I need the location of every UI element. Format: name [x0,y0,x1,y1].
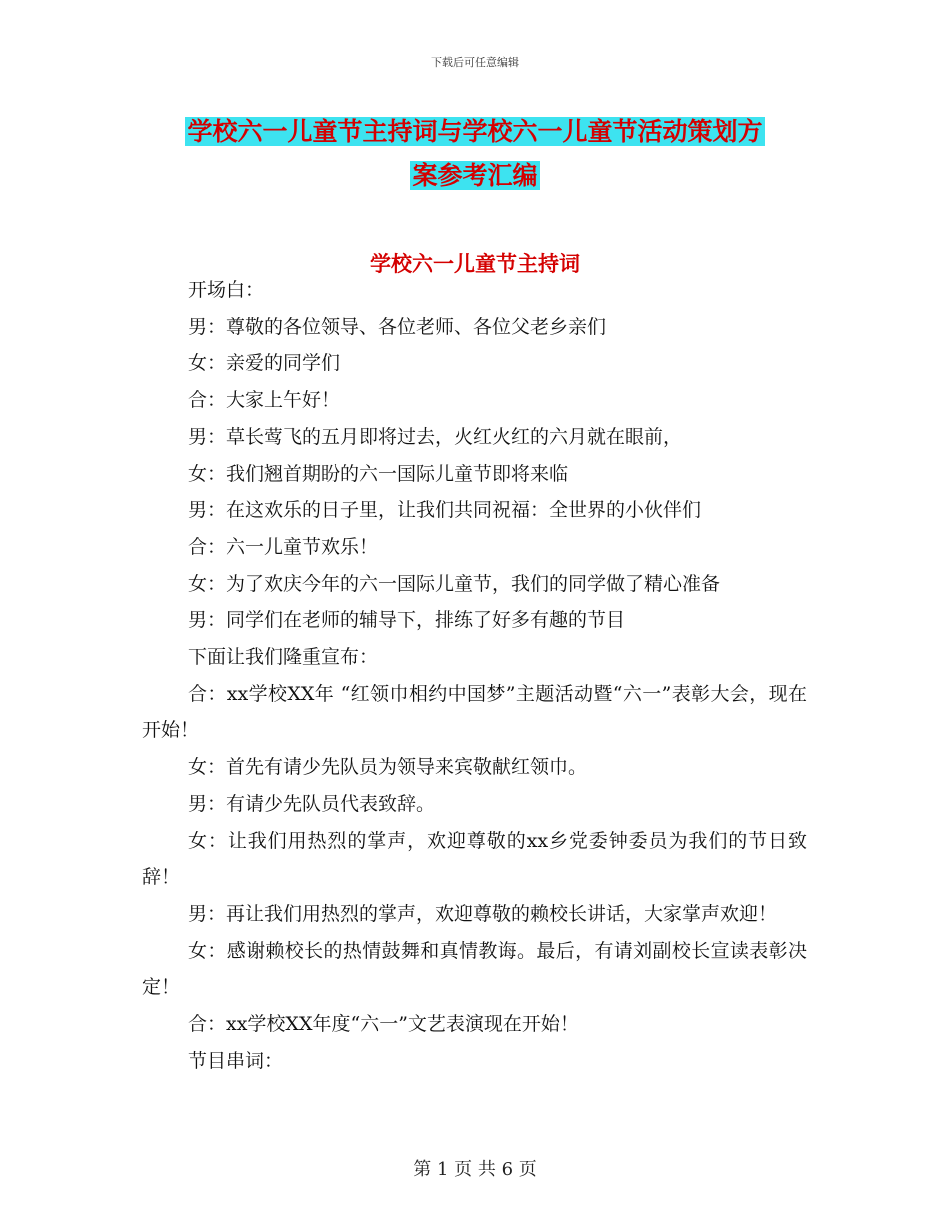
paragraph: 女：首先有请少先队员为领导来宾敬献红领巾。 [188,756,588,779]
title-highlight: 案参考汇编 [412,161,538,190]
header-note: 下载后可任意编辑 [431,56,519,69]
paragraph: 男：同学们在老师的辅导下，排练了好多有趣的节目 [188,609,626,632]
document-title-line-1 [0,112,950,148]
body-text [142,272,807,1079]
paragraph: 女：让我们用热烈的掌声，欢迎尊敬的xx乡党委钟委员为我们的节日致辞！ [142,829,807,889]
paragraph: 合：xx学校XX年度“六一”文艺表演现在开始！ [188,1013,579,1036]
paragraph: 女：为了欢庆今年的六一国际儿童节，我们的同学做了精心准备 [188,572,721,595]
paragraph: 男：有请少先队员代表致辞。 [188,792,436,815]
paragraph: 开场白： [188,279,265,301]
section-title: 学校六一儿童节主持词 [370,251,580,276]
page-footer: 第 1 页 共 6 页 [413,1159,537,1180]
paragraph: 合：六一儿童节欢乐！ [188,535,379,558]
paragraph: 男：在这欢乐的日子里，让我们共同祝福：全世界的小伙伴们 [188,499,702,522]
paragraph: 下面让我们隆重宣布： [188,646,379,669]
paragraph: 合：大家上午好！ [188,389,341,412]
paragraph: 男：草长莺飞的五月即将过去，火红火红的六月就在眼前， [188,425,683,448]
paragraph: 男：尊敬的各位领导、各位老师、各位父老乡亲们 [188,315,607,338]
paragraph: 女：感谢赖校长的热情鼓舞和真情教诲。最后，有请刘副校长宣读表彰决定！ [142,939,807,999]
paragraph: 女：亲爱的同学们 [188,352,341,375]
title-highlight: 学校六一儿童节主持词与学校六一儿童节活动策划方 [187,117,763,146]
paragraph: 节目串词： [188,1049,284,1072]
paragraph: 女：我们翘首期盼的六一国际儿童节即将来临 [188,462,569,485]
document-title-line-2 [0,156,950,192]
paragraph: 合：xx学校XX年 “红领巾相约中国梦”主题活动暨“六一”表彰大会，现在开始！ [142,682,807,742]
paragraph: 男：再让我们用热烈的掌声，欢迎尊敬的赖校长讲话，大家掌声欢迎！ [188,902,778,925]
